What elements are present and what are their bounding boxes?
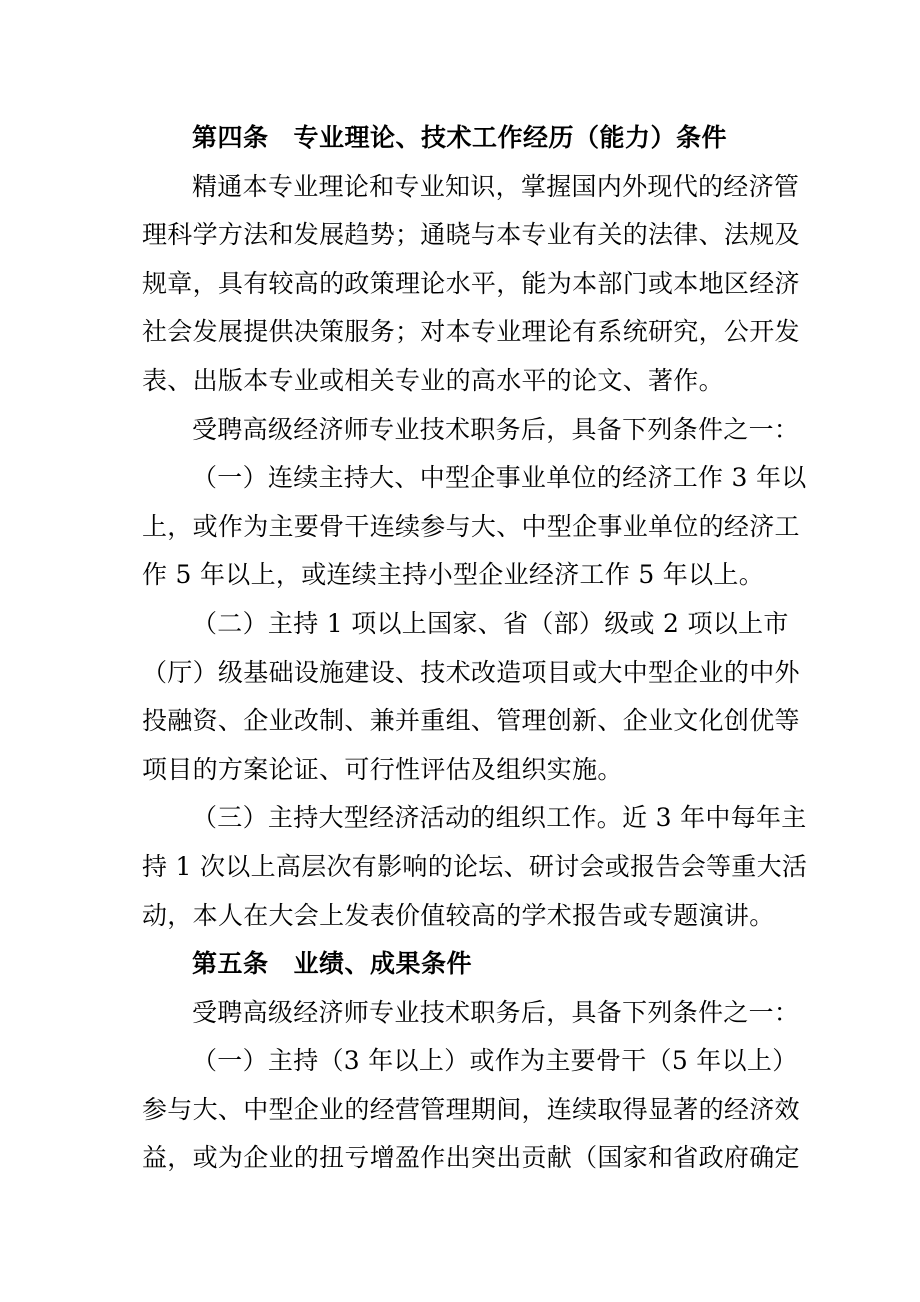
article-4-intro: 受聘高级经济师专业技术职务后，具备下列条件之一： — [192, 414, 800, 444]
article-4-item-3-line: 持 1 次以上高层次有影响的论坛、研讨会或报告会等重大活 — [142, 851, 808, 881]
article-4-item-1-line: 上，或作为主要骨干连续参与大、中型企事业单位的经济工 — [142, 511, 800, 541]
article-5-heading — [142, 940, 782, 989]
article-4-paragraph-line: 社会发展提供决策服务；对本专业理论有系统研究，公开发 — [142, 317, 800, 347]
article-4-paragraph-line: 精通本专业理论和专业知识，掌握国内外现代的经济管 — [192, 171, 800, 201]
article-5-item-1-line: 参与大、中型企业的经营管理期间，连续取得显著的经济效 — [142, 1094, 800, 1124]
article-5-title: 业绩、成果条件 — [293, 949, 473, 979]
article-4-item-3-line: 动，本人在大会上发表价值较高的学术报告或专题演讲。 — [142, 900, 775, 930]
article-5-item-1-line: 益，或为企业的扭亏增盈作出突出贡献（国家和省政府确定 — [142, 1143, 800, 1173]
article-4-item-2-line: 投融资、企业改制、兼并重组、管理创新、企业文化创优等 — [142, 706, 800, 736]
article-4-title: 专业理论、技术工作经历（能力）条件 — [293, 123, 728, 152]
article-4-item-2-line: （二）主持 1 项以上国家、省（部）级或 2 项以上市 — [192, 608, 789, 638]
article-4-paragraph-line: 理科学方法和发展趋势；通晓与本专业有关的法律、法规及 — [142, 220, 800, 250]
article-4-item-1-line: 作 5 年以上，或连续主持小型企业经济工作 5 年以上。 — [142, 560, 765, 590]
article-4-item-1-line: （一）连续主持大、中型企事业单位的经济工作 3 年以 — [192, 463, 807, 493]
article-5-number: 第五条 — [192, 949, 269, 979]
article-4-heading — [142, 114, 782, 163]
article-4-item-2-line: （厅）级基础设施建设、技术改造项目或大中型企业的中外 — [142, 657, 800, 687]
article-5-item-1-line: （一）主持（3 年以上）或作为主要骨干（5 年以上） — [192, 1046, 798, 1076]
article-4-item-3-line: （三）主持大型经济活动的组织工作。近 3 年中每年主 — [192, 803, 807, 833]
article-4-item-2-line: 项目的方案论证、可行性评估及组织实施。 — [142, 754, 623, 784]
document-body — [142, 114, 808, 1183]
article-4-paragraph-line: 表、出版本专业或相关专业的高水平的论文、著作。 — [142, 365, 724, 395]
article-4-paragraph-line: 规章，具有较高的政策理论水平，能为本部门或本地区经济 — [142, 268, 800, 298]
article-4-number: 第四条 — [192, 123, 269, 152]
article-5-intro: 受聘高级经济师专业技术职务后，具备下列条件之一： — [192, 997, 800, 1027]
